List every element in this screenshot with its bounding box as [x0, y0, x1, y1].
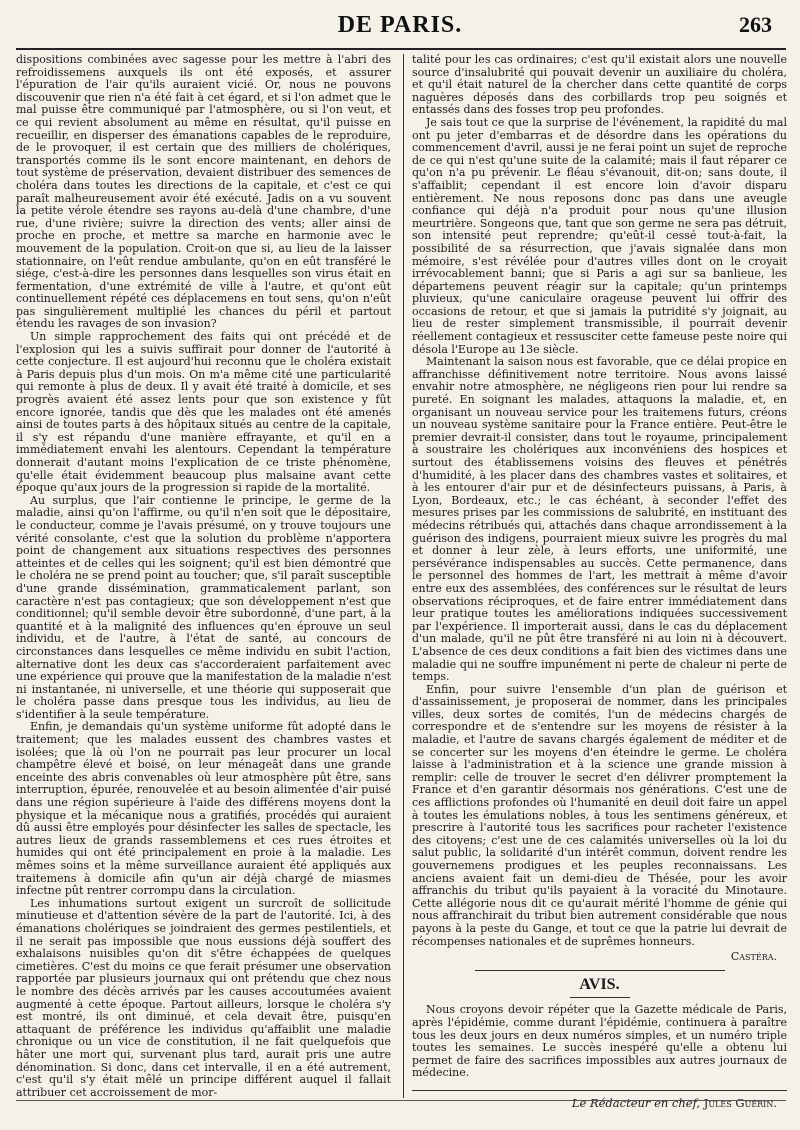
paragraph: Enfin, je demandais qu'un système uniforme fût adopté dans le traitement; que les malades eussent des chambres vastes et isolées; que là où l'on ne pourrait pas leur procurer un local champêtre élevé et boisé, on leur ménageât dans une grande enceinte des abris convenables où leur atmosphère pût être, sans interruption, épurée, renouvelée et au besoin alimentée d'air puisé dans une région supérieure à l'aide des différens moyens dont la physique et la mécanique nous a gratifiés, procédés qui auraient dû aussi être employés pour désinfecter les salles de spectacle, les autres lieux de grands rassemblemens et ces rues étroites et humides qui ont été principalement en proie à la maladie. Les mêmes soins et la même surveillance auraient été appliqués aux traitemens à domicile afin qu'un air déjà chargé de miasmes infectne pût rentrer corrompu dans la circulation. — [16, 720, 391, 898]
notice-text: Nous croyons devoir répéter que la Gazette médicale de Paris, après l'épidémie, comme durant l'épidémie, continuera à paraître tous les deux jours en deux numéros simples, et un numéro triple toutes les semaines. Le succès inespéré qu'elle a obtenu lui permet de faire des sacrifices impossibles aux autres journaux de médecine. — [412, 1003, 787, 1080]
editor-name: Jules Guérin. — [703, 1095, 777, 1110]
right-column — [412, 54, 787, 1110]
page-number: 263 — [739, 12, 772, 37]
paragraph: Maintenant la saison nous est favorable, que ce délai propice en affranchisse définitivement notre territoire. Nous avons laissé envahir notre atmosphère, ne négligeons rien pour lui rendre sa pureté. En soignant les malades, attaquons la maladie, et, en organisant un nouveau service pour les traitemens futurs, créons un nouveau système sanitaire pour la France entière. Peut-être le premier devrait-il consister, dans tout le royaume, principalement à soustraire les cholériques aux inconvéniens des hospices et surtout des établissemens voisins des fleuves et pénétrés d'humidité, à les placer dans des chambres vastes et solitaires, et à les entourer d'air pur et de désinfecteurs puissans, à Paris, à Lyon, Bordeaux, etc.; le cas échéant, à seconder l'effet des mesures prises par les commissions de salubrité, en instituant des médecins rétribués qui, attachés dans chaque arrondissement à la guérison des indigens, pourraient mieux suivre les progrès du mal et donner à leur zèle, à leurs efforts, une uniformité, une persévérance indispensables au succès. Cette permanence, dans le personnel des hommes de l'art, les mettrait à même d'avoir entre eux des assemblées, des conférences sur le résultat de leurs observations réciproques, et de faire entrer immédiatement dans leur pratique toutes les améliorations indiquées successivement par l'expérience. Il importerait aussi, dans le cas du déplacement d'un malade, qu'il ne pût être transféré ni au loin ni à découvert. L'absence de ces deux conditions a fait bien des victimes dans une maladie qui ne souffre impunément ni perte de chaleur ni perte de temps. — [412, 355, 787, 684]
paragraph: Au surplus, que l'air contienne le principe, le germe de la maladie, ainsi qu'on l'affirme, ou qu'il n'en soit que le dépositaire, le conducteur, comme je l'avais présumé, on y trouve toujours une vérité consolante, c'est que la solution du problème n'apportera point de changement aux situations respectives des personnes atteintes et de celles qui les soignent; qu'il est bien démontré que le choléra ne se prend point au toucher; que, s'il paraît susceptible d'une grande dissémination, grammaticalement parlant, son caractère n'est pas contagieux; que son développement n'est que conditionnel; qu'il semble devoir être subordonné, d'une part, à la quantité et à la malignité des influences qu'en éprouve un seul individu, et de l'autre, à l'état de santé, au concours de circonstances dans lesquelles ce même individu en subit l'action, alternative dont les deux cas s'accorderaient parfaitement avec une expérience qui prouve que la manifestation de la maladie n'est ni instantanée, ni universelle, et une théorie qui supposerait que le choléra passe dans presque tous les individus, au lieu de s'identifier à la seule température. — [16, 493, 391, 721]
left-column — [16, 54, 391, 1099]
section-rule — [412, 1090, 787, 1091]
editor-prefix: Le Rédacteur en chef, — [571, 1095, 701, 1110]
paragraph: Les inhumations surtout exigent un surcroît de sollicitude minutieuse et d'attention sévère de la part de l'autorité. Ici, à des émanations cholériques se joindraient des germes pestilentiels, et il ne serait pas impossible que nous eussions déjà souffert des exhalaisons nuisibles qu'on dit s'être échappées de quelques cimetières. C'est du moins ce que ferait présumer une observation rapportée par plusieurs journaux qui ont prétendu que chez nous le nombre des décès arrivés par les causes accoutumées avaient augmenté à cette époque. Partout ailleurs, lorsque le choléra s'y est montré, ils ont diminué, et cela devait être, puisqu'en attaquant de préférence les individus qu'affaiblit une maladie chronique ou un vice de constitution, il ne fait quelquefois que hâter une mort qui, survenant plus tard, aurait pris une autre dénomination. Si donc, dans cet intervalle, il en a été autrement, c'est qu'il s'y était mêlé un principe différent auquel il fallait attribuer cet accroissement de mor- — [16, 896, 391, 1099]
editor-line — [412, 1097, 777, 1110]
header-rule — [16, 48, 786, 50]
title-underline — [570, 997, 630, 998]
column-divider — [403, 54, 404, 1098]
paragraph: dispositions combinées avec sagesse pour les mettre à l'abri des refroidissemens auxquels ils ont été exposés, et assurer l'épuration de l'air qu'ils auraient vicié. Or, nous ne pouvons discouvenir que rien n'a été fait à cet égard, et si l'on admet que le mal puisse être communiqué par l'atmosphère, ou si l'on veut, et ce qui revient absolument au même en résultat, qu'il puisse en recueillir, en disperser des émanations capables de le reproduire, de le provoquer, il est certain que des milliers de cholériques, transportés comme ils le sont encore maintenant, en dehors de tout système de préservation, devaient distribuer des semences de choléra dans toutes les directions de la capitale, et c'est ce qui paraît malheureusement avoir été exécuté. Jadis on a vu souvent la petite vérole étendre ses rayons au-delà d'une chambre, d'une rue, d'une rivière; suivre la direction des vents; aller ainsi de proche en proche, et mettre sa marche en harmonie avec le mouvement de la population. Croit-on que si, au lieu de la laisser stationnaire, on l'eût rendue ambulante, qu'on en eût transféré le siége, c'est-à-dire les personnes dans lesquelles son virus était en fermentation, d'une extrémité de ville à l'autre, et qu'ont eût continuellement répété ces déplacemens en tout sens, qu'on n'eût pas singulièrement multiplié les chances du péril et partout étendu les ravages de son invasion? — [16, 53, 391, 331]
running-title: DE PARIS. — [337, 12, 463, 38]
notice-title: AVIS. — [579, 975, 620, 993]
section-rule — [475, 970, 725, 971]
author-signature: Castéra. — [730, 950, 777, 964]
footer-rule — [16, 1100, 786, 1101]
paragraph: Je sais tout ce que la surprise de l'événement, la rapidité du mal ont pu jeter d'embarras et de désordre dans les opérations du commencement d'avril, aussi je ne ferai point un sujet de reproche de ce qui n'est qu'une suite de la calamité; mais il faut réparer ce qu'on n'a pu prévenir. Le fléau s'évanouit, dit-on; sans doute, il s'affaiblit; cependant il est encore loin d'avoir disparu entièrement. Ne nous reposons donc pas dans une aveugle confiance qui déjà n'a produit pour nous qu'une illusion meurtrière. Songeons que, tant que son germe ne sera pas détruit, son intensité peut reprendre; qu'eût-il cessé tout-à-fait, la possibilité de sa résurrection, que j'avais signalée dans mon mémoire, s'est révélée pour d'autres villes dont on le croyait irrévocablement banni; que si Paris a agi sur sa banlieue, les départemens peuvent réagir sur la capitale; qu'un printemps pluvieux, qu'une caniculaire orageuse peuvent lui offrir des occasions de retour, et que si jamais la putridité s'y joignait, au lieu de rester simplement transmissible, il pourrait devenir réellement contagieux et ressusciter cette fameuse peste noire qui désola l'Europe au 13e siècle. — [412, 115, 787, 356]
paragraph: Un simple rapprochement des faits qui ont précédé et de l'explosion qui les a suivis suffirait pour donner de l'autorité à cette conjecture. Il est aujourd'hui reconnu que le choléra existait à Paris depuis plus d'un mois. On m'a même cité une particularité qui remonte à plus de deux. Il y avait été traité à domicile, et ses progrès avaient été assez lents pour que son existence y fût encore ignorée, tandis que dès que les malades ont été amenés ainsi de toutes parts à des hôpitaux situés au centre de la capitale, il s'y est répandu d'une manière effrayante, et qu'il en a immédiatement envahi les alentours. Cependant la température donnerait d'autant moins l'explication de ce triste phénomène, qu'elle était évidemment beaucoup plus malsaine avant cette époque qu'aux jours de la progression si rapide de la mortalité. — [16, 330, 391, 495]
page-header — [0, 10, 800, 44]
paragraph: Enfin, pour suivre l'ensemble d'un plan de guérison et d'assainissement, je proposerai de nommer, dans les principales villes, deux sortes de comités, l'un de médecins chargés de correspondre et de s'entendre sur les moyens de résister à la maladie, et l'autre de savans chargés également de méditer et de se concerter sur les moyens d'en éteindre le germe. Le choléra laisse à l'administration et à la science une grande mission à remplir: celle de trouver le secret d'en délivrer promptement la France et d'en garantir désormais nos générations. C'est une de ces afflictions profondes où l'humanité en deuil doit faire un appel à toutes les émulations nobles, à tous les sentimens généreux, et prescrire à l'autorité tous les sacrifices pour racheter l'existence des citoyens; c'est une de ces calamités universelles où la loi du salut public, la solidarité d'un intérêt commun, doivent rendre les gouvernemens prodigues et les peuples reconnaissans. Les anciens avaient fait un demi-dieu de Thésée, pour les avoir affranchis du tribut qu'ils payaient à la voracité du Minotaure. Cette allégorie nous dit ce qu'aurait mérité l'homme de génie qui nous affranchirait du tribut bien autrement considérable que nous payons à la peste du Gange, et tout ce que la patrie lui devrait de récompenses nationales et de suprêmes honneurs. — [412, 682, 787, 948]
paragraph: talité pour les cas ordinaires; c'est qu'il existait alors une nouvelle source d'insalubrité qui pouvait devenir un auxiliaire du choléra, et qu'il était naturel de la chercher dans cette quantité de corps naguères déposés dans des corbillards trop peu soignés et entassés dans des fosses trop peu profondes. — [412, 53, 787, 117]
